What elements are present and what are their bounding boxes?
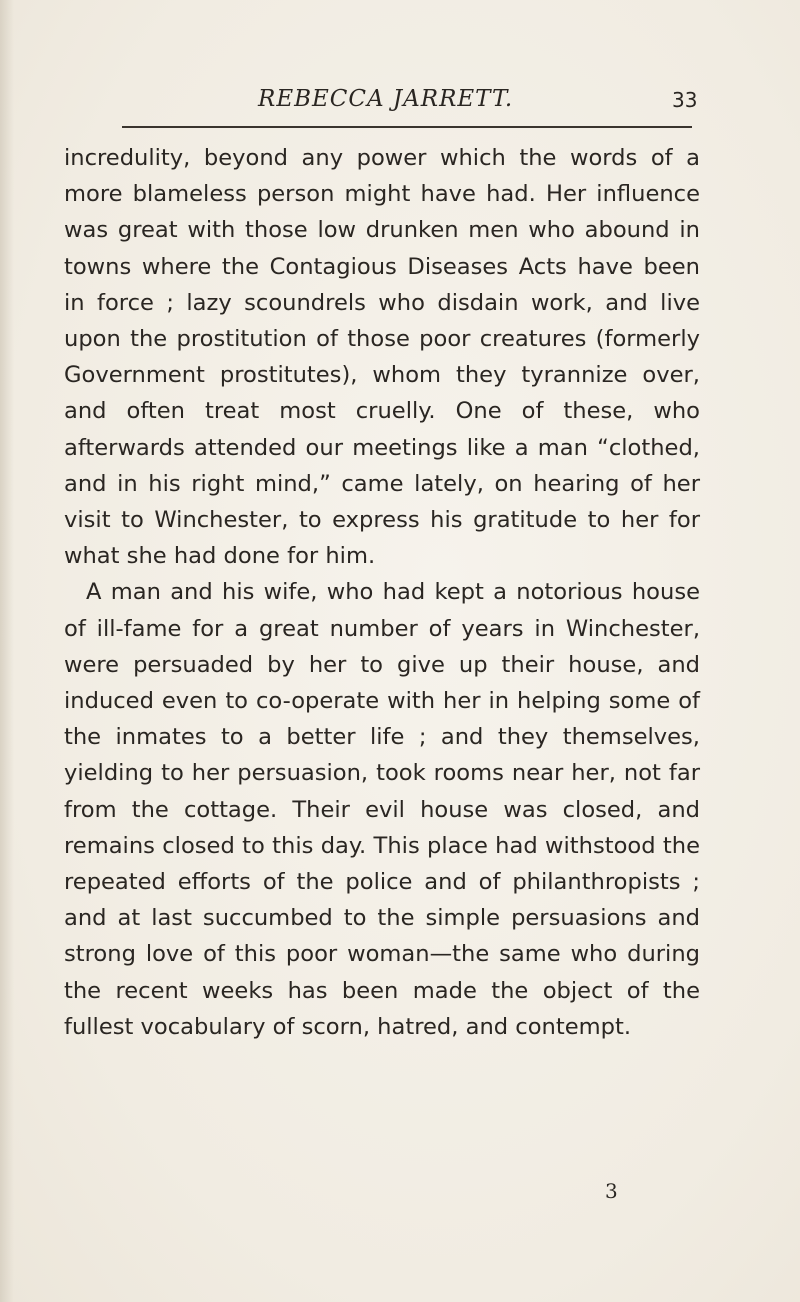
paragraph-2: A man and his wife, who had kept a notorious house of ill-fame for a great number of years in Winchester, were persuaded by her to give up their house, and induced even to co-operate with her in helping some of the inmates to a better life ; and they themselves, yielding to her persuasion, took rooms near her, not far from the cottage. Their evil house was closed, and remains closed to this day. This place had withstood the repeated efforts of the police and of philanthropists ; and at last succumbed to the simple persuasions and strong love of this poor woman—the same who during the recent weeks has been made the object of the fullest vocabulary of scorn, hatred, and contempt. <box>64 579 700 1040</box>
signature-mark: 3 <box>605 1179 618 1203</box>
paragraph-1: incredulity, beyond any power which the words of a more blameless person might have had. Her influence was great with those low drunken men who abound in towns where the Contagious Diseases Acts have been in force ; lazy scoundrels who disdain work, and live upon the prostitution of those poor creatures (formerly Government prostitutes), whom they tyrannize over, and often treat most cruelly. One of these, who afterwards attended our meetings like a man “clothed, and in his right mind,” came lately, on hearing of her visit to Winchester, to express his gratitude to her for what she had done for him. <box>64 145 700 570</box>
running-head <box>0 86 800 116</box>
header-rule <box>122 126 692 128</box>
running-title: REBECCA JARRETT. <box>258 86 514 112</box>
page-number: 33 <box>672 88 698 112</box>
gutter-shadow <box>0 0 14 1302</box>
body-text <box>64 140 700 1045</box>
